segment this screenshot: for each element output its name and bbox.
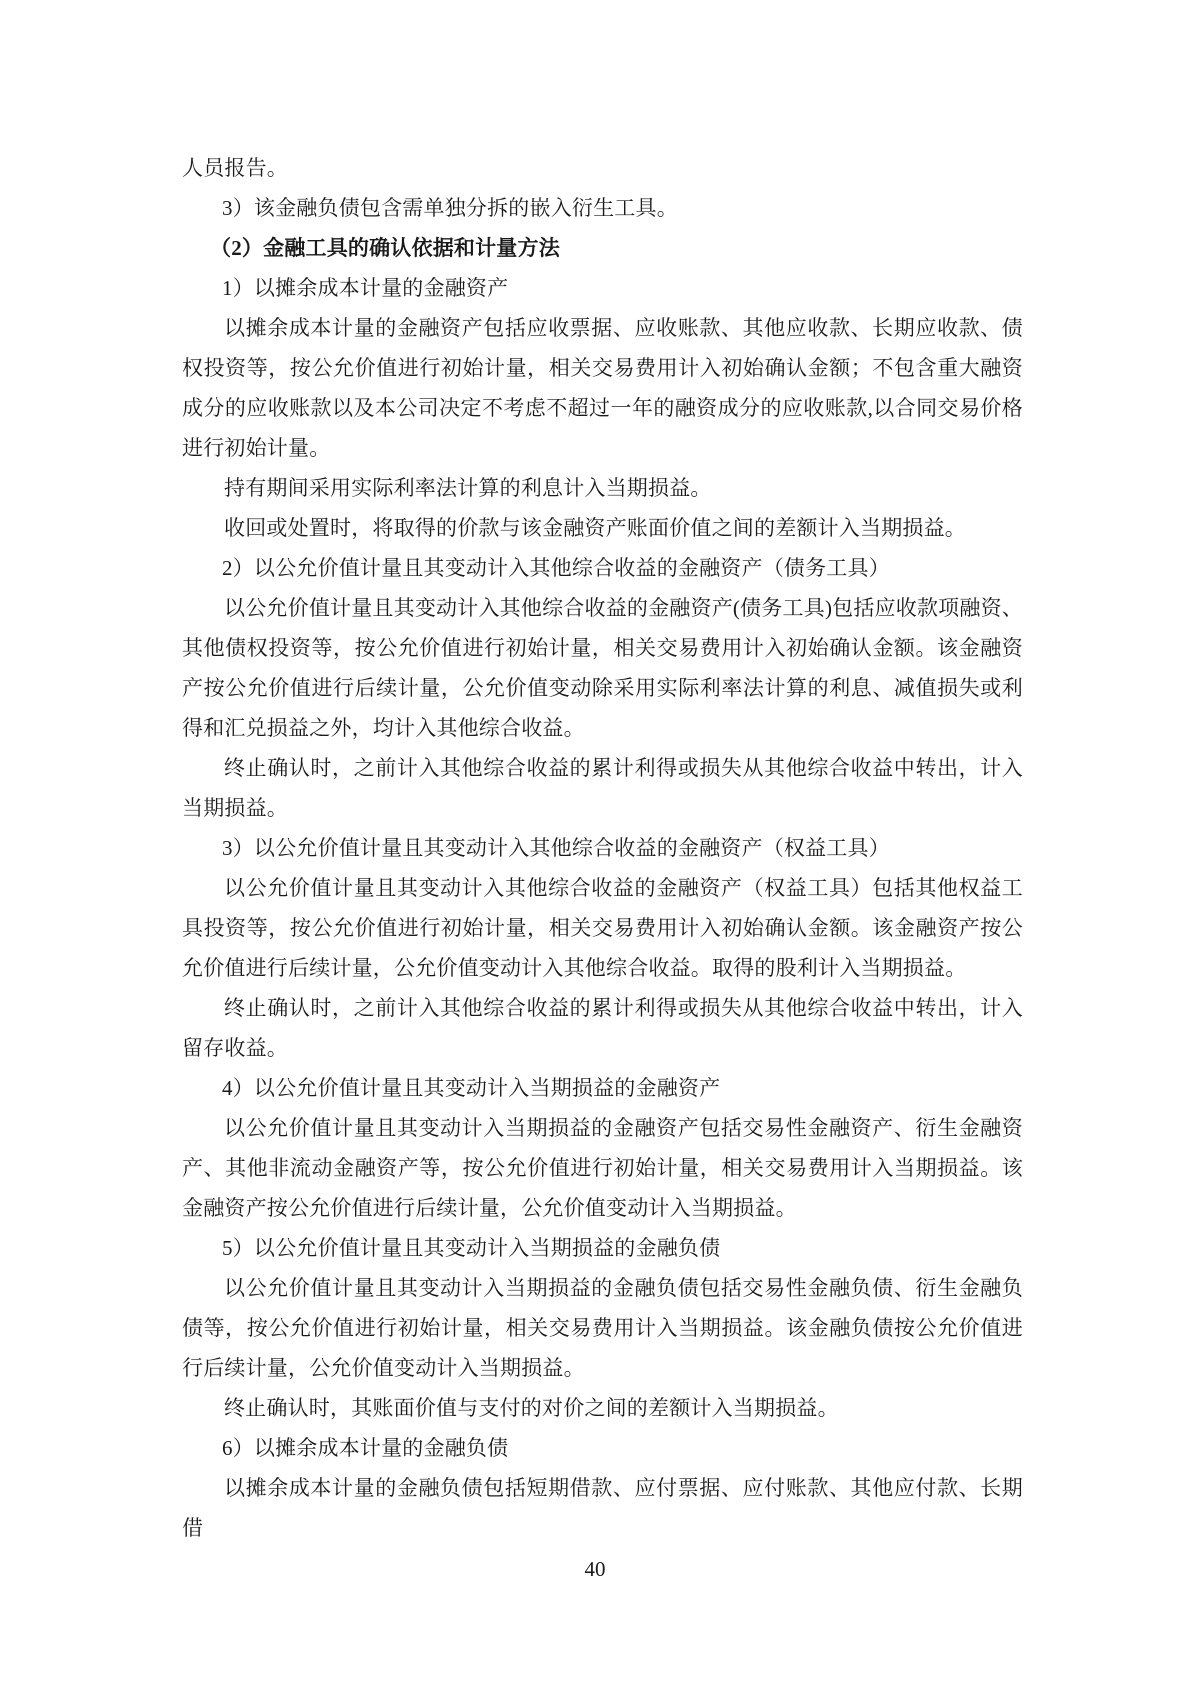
- paragraph-item: 2）以公允价值计量且其变动计入其他综合收益的金融资产（债务工具）: [222, 556, 890, 580]
- document-body: [182, 148, 1023, 1548]
- paragraph-body: 以公允价值计量且其变动计入其他综合收益的金融资产（权益工具）包括其他权益工具投资等，按公允价值进行初始计量，相关交易费用计入初始确认金额。该金融资产按公允价值进行后续计量，公允价值变动计入其他综合收益。取得的股利计入当期损益。: [182, 876, 1023, 980]
- paragraph-body: 以摊余成本计量的金融资产包括应收票据、应收账款、其他应收款、长期应收款、债权投资等，按公允价值进行初始计量，相关交易费用计入初始确认金额；不包含重大融资成分的应收账款以及本公司决定不考虑不超过一年的融资成分的应收账款,以合同交易价格进行初始计量。: [182, 316, 1023, 460]
- page-number: 40: [584, 1557, 606, 1581]
- paragraph-item: 3）以公允价值计量且其变动计入其他综合收益的金融资产（权益工具）: [222, 836, 890, 860]
- paragraph-item: 4）以公允价值计量且其变动计入当期损益的金融资产: [222, 1076, 721, 1100]
- paragraph-body: 终止确认时，之前计入其他综合收益的累计利得或损失从其他综合收益中转出，计入留存收益。: [182, 996, 1023, 1060]
- paragraph-item: 3）该金融负债包含需单独分拆的嵌入衍生工具。: [222, 196, 678, 220]
- paragraph-item: 6）以摊余成本计量的金融负债: [222, 1436, 509, 1460]
- paragraph-body: 收回或处置时，将取得的价款与该金融资产账面价值之间的差额计入当期损益。: [224, 516, 966, 540]
- paragraph-item: 5）以公允价值计量且其变动计入当期损益的金融负债: [222, 1236, 721, 1260]
- paragraph-body: 以公允价值计量且其变动计入当期损益的金融资产包括交易性金融资产、衍生金融资产、其他非流动金融资产等，按公允价值进行初始计量，相关交易费用计入当期损益。该金融资产按公允价值进行后续计量，公允价值变动计入当期损益。: [182, 1116, 1023, 1220]
- paragraph-plain: 人员报告。: [182, 156, 288, 180]
- paragraph-body: 以摊余成本计量的金融负债包括短期借款、应付票据、应付账款、其他应付款、长期借: [182, 1476, 1023, 1540]
- paragraph-body: 以公允价值计量且其变动计入当期损益的金融负债包括交易性金融负债、衍生金融负债等，按公允价值进行初始计量，相关交易费用计入当期损益。该金融负债按公允价值进行后续计量，公允价值变动计入当期损益。: [182, 1276, 1023, 1380]
- paragraph-body: 以公允价值计量且其变动计入其他综合收益的金融资产(债务工具)包括应收款项融资、其他债权投资等，按公允价值进行初始计量，相关交易费用计入初始确认金额。该金融资产按公允价值进行后续计量，公允价值变动除采用实际利率法计算的利息、减值损失或利得和汇兑损益之外，均计入其他综合收益。: [182, 596, 1023, 740]
- paragraph-body: 终止确认时，之前计入其他综合收益的累计利得或损失从其他综合收益中转出，计入当期损益。: [182, 756, 1023, 820]
- paragraph-item: 1）以摊余成本计量的金融资产: [222, 276, 509, 300]
- paragraph-body: 持有期间采用实际利率法计算的利息计入当期损益。: [224, 476, 712, 500]
- paragraph-body: 终止确认时，其账面价值与支付的对价之间的差额计入当期损益。: [224, 1396, 839, 1420]
- paragraph-heading: （2）金融工具的确认依据和计量方法: [210, 236, 560, 260]
